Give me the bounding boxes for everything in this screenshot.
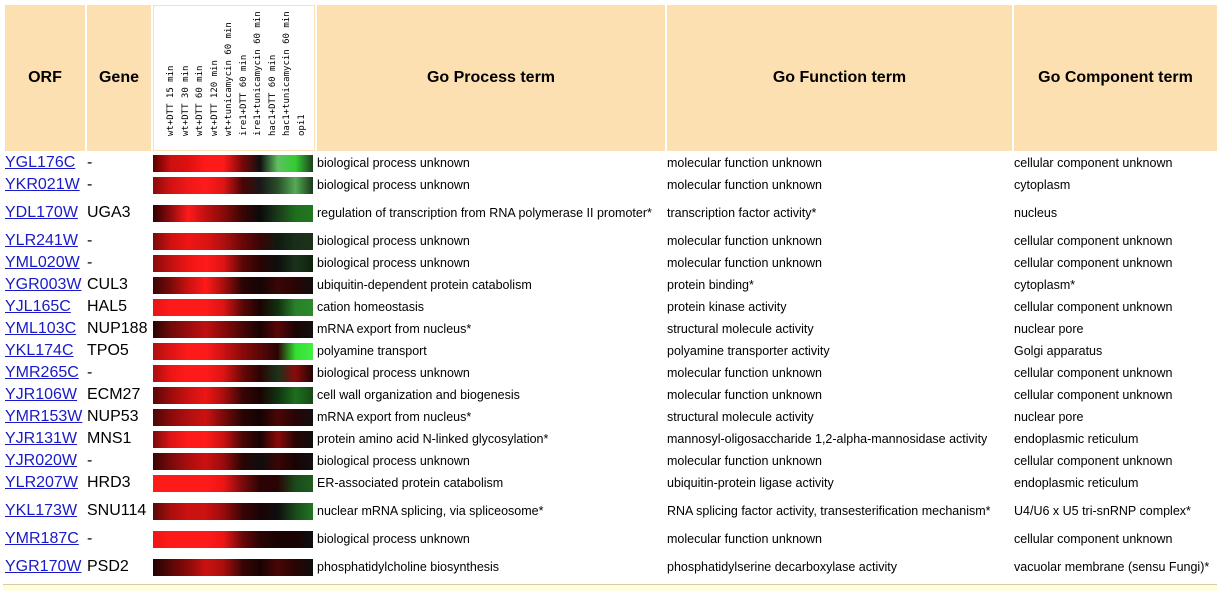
function-cell: molecular function unknown xyxy=(667,453,822,468)
component-cell: cellular component unknown xyxy=(1014,453,1173,468)
table-row xyxy=(5,297,1217,317)
table-row xyxy=(5,319,1217,339)
table-row xyxy=(5,253,1217,273)
heatmap-cell xyxy=(153,451,315,471)
component-cell: cytoplasm* xyxy=(1014,277,1076,292)
expression-heatbar xyxy=(153,531,313,548)
orf-link[interactable]: YGR003W xyxy=(5,276,82,293)
condition-label xyxy=(259,6,278,146)
orf-link[interactable]: YLR207W xyxy=(5,474,78,491)
heatmap-cell xyxy=(153,319,315,339)
condition-label xyxy=(186,6,205,146)
orf-cell xyxy=(5,341,85,361)
condition-label-text: hac1+DTT 60 min xyxy=(267,54,278,136)
gene-cell: NUP53 xyxy=(87,408,139,425)
component-cell: cellular component unknown xyxy=(1014,233,1173,248)
expression-heatbar xyxy=(153,503,313,520)
orf-cell xyxy=(5,153,85,173)
orf-link[interactable]: YMR153W xyxy=(5,408,83,425)
orf-cell xyxy=(5,319,85,339)
process-cell: ER-associated protein catabolism xyxy=(317,475,504,490)
condition-label xyxy=(230,6,249,146)
heatmap-cell xyxy=(153,495,315,527)
orf-link[interactable]: YJR106W xyxy=(5,386,78,403)
process-cell: biological process unknown xyxy=(317,177,470,192)
orf-link[interactable]: YMR187C xyxy=(5,530,79,547)
function-cell: structural molecule activity xyxy=(667,409,814,424)
component-cell: endoplasmic reticulum xyxy=(1014,431,1139,446)
function-cell: RNA splicing factor activity, transesterification mechanism* xyxy=(667,503,991,518)
orf-link[interactable]: YKL173W xyxy=(5,502,78,519)
component-cell: U4/U6 x U5 tri-snRNP complex* xyxy=(1014,503,1191,518)
gene-cell: HAL5 xyxy=(87,298,128,315)
function-cell: mannosyl-oligosaccharide 1,2-alpha-mannosidase activity xyxy=(667,431,988,446)
gene-cell: UGA3 xyxy=(87,204,131,221)
expression-heatbar xyxy=(153,299,313,316)
process-cell: biological process unknown xyxy=(317,365,470,380)
process-cell: biological process unknown xyxy=(317,155,470,170)
gene-cell: CUL3 xyxy=(87,276,128,293)
table-row xyxy=(5,551,1217,583)
condition-label-text: ire1+DTT 60 min xyxy=(238,54,249,136)
condition-label xyxy=(288,6,307,146)
condition-label-text: wt+DTT 15 min xyxy=(166,65,176,136)
process-cell: nuclear mRNA splicing, via spliceosome* xyxy=(317,503,544,518)
function-cell: phosphatidylserine decarboxylase activity xyxy=(667,559,897,574)
heatmap-cell xyxy=(153,529,315,549)
function-cell: molecular function unknown xyxy=(667,255,822,270)
heatmap-cell xyxy=(153,253,315,273)
orf-link[interactable]: YJL165C xyxy=(5,298,71,315)
orf-cell xyxy=(5,275,85,295)
table-row xyxy=(5,153,1217,173)
gene-cell: - xyxy=(87,154,93,171)
process-cell: mRNA export from nucleus* xyxy=(317,321,472,336)
table-row xyxy=(5,363,1217,383)
process-cell: phosphatidylcholine biosynthesis xyxy=(317,559,500,574)
component-cell: nuclear pore xyxy=(1014,321,1084,336)
orf-link[interactable]: YKR021W xyxy=(5,176,80,193)
orf-link[interactable]: YML103C xyxy=(5,320,77,337)
orf-cell xyxy=(5,253,85,273)
orf-link[interactable]: YMR265C xyxy=(5,364,79,381)
condition-label-text: ire1+tunicamycin 60 min xyxy=(253,11,263,136)
gene-cell: NUP188 xyxy=(87,320,148,337)
function-cell: molecular function unknown xyxy=(667,365,822,380)
condition-label-text: wt+tunicamycin 60 min xyxy=(224,22,234,136)
function-cell: polyamine transporter activity xyxy=(667,343,830,358)
heatmap-cell xyxy=(153,153,315,173)
table-row xyxy=(5,407,1217,427)
heatmap-cell xyxy=(153,407,315,427)
gene-cell: TPO5 xyxy=(87,342,129,359)
expression-heatbar xyxy=(153,321,313,338)
gene-cell: - xyxy=(87,364,93,381)
orf-cell xyxy=(5,231,85,251)
function-header: Go Function term xyxy=(667,5,1012,151)
orf-link[interactable]: YJR020W xyxy=(5,452,78,469)
orf-header: ORF xyxy=(5,5,85,151)
process-cell: polyamine transport xyxy=(317,343,427,358)
orf-cell xyxy=(5,175,85,195)
table-row xyxy=(5,451,1217,471)
function-cell: molecular function unknown xyxy=(667,177,822,192)
orf-cell xyxy=(5,451,85,471)
table-row xyxy=(5,175,1217,195)
condition-label-text: wt+DTT 60 min xyxy=(195,65,205,136)
heatmap-cell xyxy=(153,275,315,295)
expression-heatbar xyxy=(153,475,313,492)
heatmap-cell xyxy=(153,551,315,583)
condition-label-text: wt+DTT 120 min xyxy=(209,60,220,136)
heatmap-cell xyxy=(153,175,315,195)
function-cell: ubiquitin-protein ligase activity xyxy=(667,475,834,490)
expression-heatbar xyxy=(153,255,313,272)
function-cell: protein kinase activity xyxy=(667,299,787,314)
condition-label-text: wt+DTT 30 min xyxy=(180,65,191,136)
expression-heatbar xyxy=(153,559,313,576)
function-cell: molecular function unknown xyxy=(667,387,822,402)
expression-heatbar xyxy=(153,205,313,222)
process-cell: cell wall organization and biogenesis xyxy=(317,387,520,402)
expression-heatbar xyxy=(153,277,313,294)
orf-link[interactable]: YGR170W xyxy=(5,558,82,575)
condition-label xyxy=(215,6,234,146)
function-cell: protein binding* xyxy=(667,277,754,292)
process-cell: cation homeostasis xyxy=(317,299,425,314)
table-row xyxy=(5,495,1217,527)
expression-heatbar xyxy=(153,431,313,448)
gene-cell: MNS1 xyxy=(87,430,132,447)
conditions-header xyxy=(153,5,315,151)
function-cell: structural molecule activity xyxy=(667,321,814,336)
orf-link[interactable]: YGL176C xyxy=(5,154,76,171)
component-cell: nucleus xyxy=(1014,205,1058,220)
component-cell: cellular component unknown xyxy=(1014,365,1173,380)
gene-cell: PSD2 xyxy=(87,558,129,575)
process-cell: biological process unknown xyxy=(317,233,470,248)
orf-link[interactable]: YML020W xyxy=(5,254,80,271)
expression-heatbar xyxy=(153,365,313,382)
process-cell: regulation of transcription from RNA polymerase II promoter* xyxy=(317,205,652,220)
orf-cell xyxy=(5,529,85,549)
function-cell: transcription factor activity* xyxy=(667,205,817,220)
orf-cell xyxy=(5,297,85,317)
component-cell: Golgi apparatus xyxy=(1014,343,1103,358)
condition-label xyxy=(172,6,191,146)
process-cell: biological process unknown xyxy=(317,531,470,546)
expression-heatbar xyxy=(153,387,313,404)
component-cell: cytoplasm xyxy=(1014,177,1071,192)
function-cell: molecular function unknown xyxy=(667,155,822,170)
gene-cell: - xyxy=(87,254,93,271)
orf-cell xyxy=(5,197,85,229)
condition-label-text: hac1+tunicamycin 60 min xyxy=(282,11,292,136)
orf-cell xyxy=(5,385,85,405)
table-row xyxy=(5,197,1217,229)
condition-label xyxy=(201,6,220,146)
orf-cell xyxy=(5,363,85,383)
expression-heatbar xyxy=(153,343,313,360)
orf-cell xyxy=(5,407,85,427)
condition-label xyxy=(244,6,263,146)
component-header: Go Component term xyxy=(1014,5,1217,151)
table-row xyxy=(5,275,1217,295)
expression-heatbar xyxy=(153,155,313,172)
heatmap-cell xyxy=(153,341,315,361)
function-cell: molecular function unknown xyxy=(667,531,822,546)
expression-table xyxy=(3,3,1219,585)
gene-cell: - xyxy=(87,176,93,193)
condition-label-text: opi1 xyxy=(296,114,307,136)
condition-label xyxy=(273,6,292,146)
function-cell: molecular function unknown xyxy=(667,233,822,248)
heatmap-cell xyxy=(153,231,315,251)
component-cell: cellular component unknown xyxy=(1014,299,1173,314)
table-row xyxy=(5,429,1217,449)
orf-cell xyxy=(5,429,85,449)
expression-heatbar xyxy=(153,177,313,194)
gene-cell: HRD3 xyxy=(87,474,131,491)
gene-cell: ECM27 xyxy=(87,386,141,403)
component-cell: endoplasmic reticulum xyxy=(1014,475,1139,490)
expression-heatbar xyxy=(153,409,313,426)
orf-cell xyxy=(5,551,85,583)
component-cell: cellular component unknown xyxy=(1014,255,1173,270)
component-cell: cellular component unknown xyxy=(1014,155,1173,170)
gene-cell: - xyxy=(87,232,93,249)
table-row xyxy=(5,529,1217,549)
orf-link[interactable]: YDL170W xyxy=(5,204,78,221)
gene-cell: - xyxy=(87,452,93,469)
component-cell: nuclear pore xyxy=(1014,409,1084,424)
table-row xyxy=(5,385,1217,405)
heatmap-cell xyxy=(153,429,315,449)
component-cell: cellular component unknown xyxy=(1014,531,1173,546)
orf-link[interactable]: YJR131W xyxy=(5,430,78,447)
process-cell: biological process unknown xyxy=(317,453,470,468)
table-row xyxy=(5,231,1217,251)
orf-cell xyxy=(5,473,85,493)
process-cell: mRNA export from nucleus* xyxy=(317,409,472,424)
process-cell: ubiquitin-dependent protein catabolism xyxy=(317,277,532,292)
heatmap-cell xyxy=(153,297,315,317)
expression-heatbar xyxy=(153,453,313,470)
header-row xyxy=(5,5,1217,151)
component-cell: vacuolar membrane (sensu Fungi)* xyxy=(1014,559,1210,574)
heatmap-cell xyxy=(153,473,315,493)
gene-header: Gene xyxy=(87,5,151,151)
condition-labels xyxy=(154,6,314,150)
orf-link[interactable]: YLR241W xyxy=(5,232,78,249)
heatmap-cell xyxy=(153,385,315,405)
component-cell: cellular component unknown xyxy=(1014,387,1173,402)
gene-cell: - xyxy=(87,530,93,547)
orf-link[interactable]: YKL174C xyxy=(5,342,74,359)
process-cell: protein amino acid N-linked glycosylation* xyxy=(317,431,549,446)
table-row xyxy=(5,341,1217,361)
heatmap-cell xyxy=(153,197,315,229)
orf-cell xyxy=(5,495,85,527)
heatmap-cell xyxy=(153,363,315,383)
process-cell: biological process unknown xyxy=(317,255,470,270)
expression-heatbar xyxy=(153,233,313,250)
gene-cell: SNU114 xyxy=(87,502,147,519)
condition-label xyxy=(157,6,176,146)
table-row xyxy=(5,473,1217,493)
process-header: Go Process term xyxy=(317,5,665,151)
